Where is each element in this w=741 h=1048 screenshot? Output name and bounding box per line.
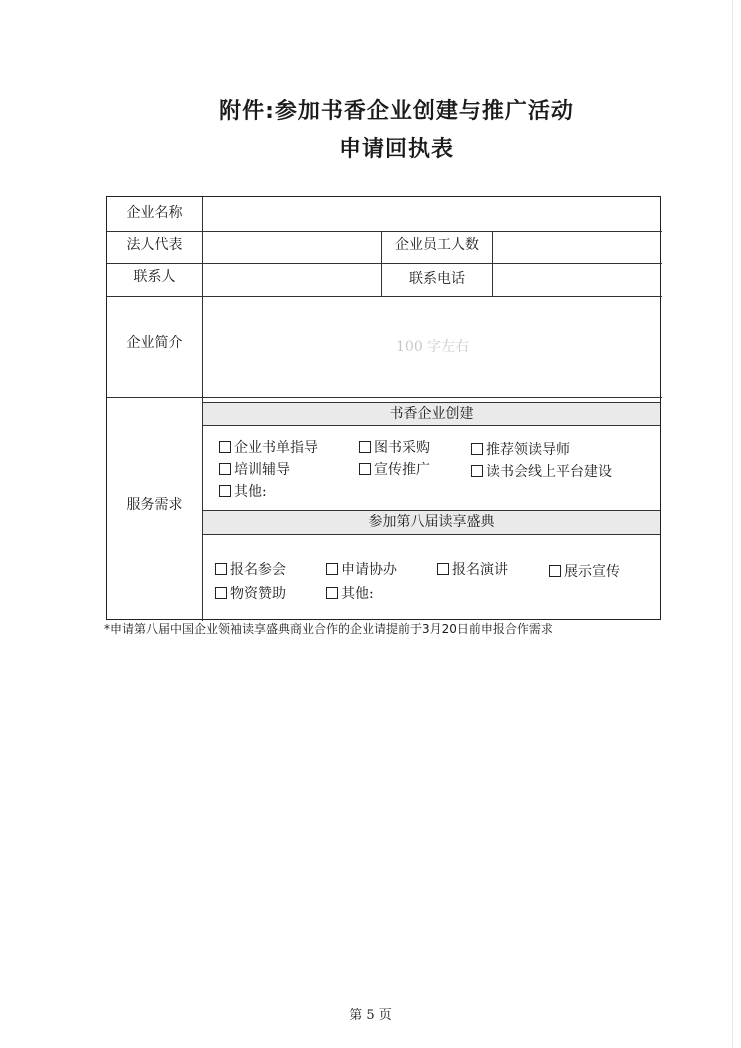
phone-field[interactable]: [493, 264, 660, 295]
checkbox[interactable]: [471, 465, 483, 477]
page-subtitle: 申请回执表: [338, 137, 454, 162]
section-reading-enterprise: 书香企业创建: [203, 402, 660, 426]
option-label: 图书采购: [374, 440, 430, 456]
option-co-organize[interactable]: [326, 559, 397, 579]
option-sponsorship[interactable]: [215, 583, 286, 603]
footnote: *申请第八届中国企业领袖读享盛典商业合作的企业请提前于3月20日前申报合作需求: [104, 622, 553, 636]
intro-placeholder: 100 字左右: [396, 339, 470, 355]
application-form: [106, 196, 661, 620]
option-label: 其他:: [234, 484, 267, 500]
option-label: 宣传推广: [374, 462, 430, 478]
section-reading-ceremony: 参加第八届读享盛典: [203, 510, 660, 535]
option-label: 培训辅导: [234, 462, 290, 478]
option-reading-mentor[interactable]: [471, 439, 570, 459]
option-promotion[interactable]: [359, 459, 430, 479]
page-title: 附件:参加书香企业创建与推广活动: [219, 99, 574, 124]
intro-label: 企业简介: [126, 335, 183, 351]
phone-label: 联系电话: [409, 271, 465, 287]
checkbox[interactable]: [219, 463, 231, 475]
option-label: 报名参会: [230, 562, 286, 578]
option-label: 其他:: [341, 586, 374, 602]
legal-rep-field[interactable]: [203, 232, 380, 262]
row-divider: [107, 397, 662, 398]
contact-label: 联系人: [133, 269, 176, 285]
option-book-list[interactable]: [219, 437, 318, 457]
option-online-platform[interactable]: [471, 461, 612, 481]
option-label: 物资赞助: [230, 586, 286, 602]
checkbox[interactable]: [359, 463, 371, 475]
option-label: 企业书单指导: [234, 440, 318, 456]
option-label: 报名演讲: [452, 562, 508, 578]
checkbox[interactable]: [437, 563, 449, 575]
option-label: 读书会线上平台建设: [486, 464, 612, 480]
contact-field[interactable]: [203, 264, 380, 295]
option-training[interactable]: [219, 459, 290, 479]
option-label: 申请协办: [341, 562, 397, 578]
option-attend[interactable]: [215, 559, 286, 579]
option-book-purchase[interactable]: [359, 437, 430, 457]
checkbox[interactable]: [219, 441, 231, 453]
option-speech[interactable]: [437, 559, 508, 579]
checkbox[interactable]: [471, 443, 483, 455]
company-name-field[interactable]: [203, 198, 660, 230]
checkbox[interactable]: [215, 587, 227, 599]
option-label: 推荐领读导师: [486, 442, 570, 458]
option-other-2[interactable]: [326, 583, 374, 603]
checkbox[interactable]: [549, 565, 561, 577]
checkbox[interactable]: [326, 587, 338, 599]
employee-count-label: 企业员工人数: [395, 237, 479, 253]
checkbox[interactable]: [215, 563, 227, 575]
intro-field[interactable]: [203, 297, 660, 396]
company-name-label: 企业名称: [126, 205, 183, 221]
checkbox[interactable]: [219, 485, 231, 497]
option-label: 展示宣传: [564, 564, 620, 580]
option-other-1[interactable]: [219, 481, 267, 501]
checkbox[interactable]: [326, 563, 338, 575]
legal-rep-label: 法人代表: [126, 237, 183, 253]
checkbox[interactable]: [359, 441, 371, 453]
option-display[interactable]: [549, 561, 620, 581]
page-number: 第 5 页: [349, 1008, 392, 1023]
service-label: 服务需求: [126, 497, 183, 513]
employee-count-field[interactable]: [493, 232, 660, 262]
